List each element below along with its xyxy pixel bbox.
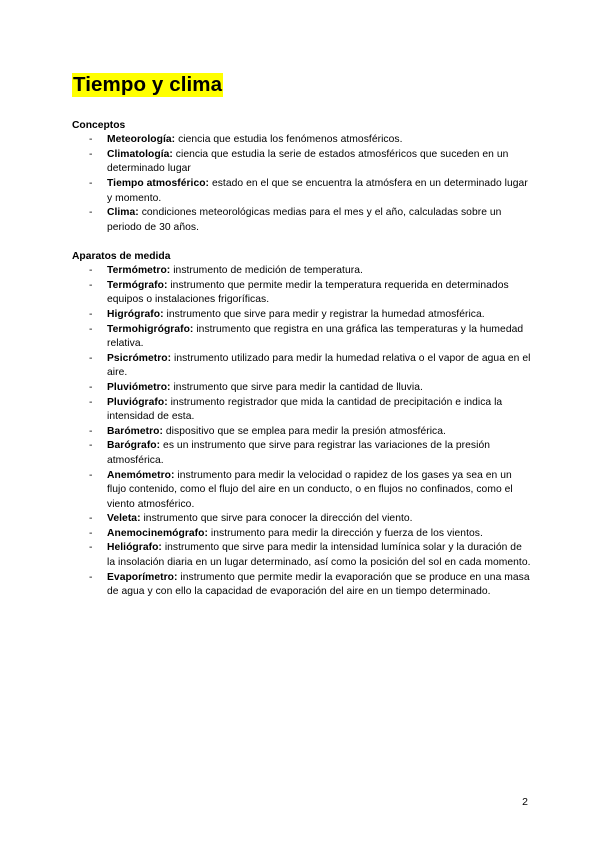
bullet-dash: -: [89, 425, 93, 437]
list-item: [72, 177, 532, 206]
bullet-dash: -: [89, 265, 93, 277]
definition-text: condiciones meteorológicas medias para el mes y el año, calculadas sobre un periodo de 30 años.: [107, 207, 502, 233]
definition-text: dispositivo que se emplea para medir la presión atmosférica.: [163, 425, 446, 437]
bullet-dash: -: [89, 527, 93, 539]
section-conceptos: [72, 119, 532, 235]
list-item: [72, 396, 532, 425]
definition-term: Veleta:: [107, 513, 141, 525]
bullet-dash: -: [89, 207, 93, 219]
definition-term: Clima:: [107, 207, 139, 219]
definition-term: Meteorología:: [107, 134, 176, 146]
concept-list: [72, 133, 532, 235]
list-item: [72, 308, 532, 323]
list-item: [72, 279, 532, 308]
bullet-dash: -: [89, 469, 93, 481]
list-item: [72, 352, 532, 381]
definition-text: instrumento que sirve para medir y registrar la humedad atmosférica.: [163, 308, 485, 320]
definition-text: instrumento que permite medir la temperatura requerida en determinados equipos o instalaciones frigoríficas.: [107, 279, 509, 306]
definition-term: Heliógrafo:: [107, 542, 162, 554]
definition-text: instrumento que sirve para conocer la dirección del viento.: [140, 513, 413, 525]
bullet-dash: -: [89, 134, 93, 146]
definition-text: instrumento para medir la velocidad o rapidez de los gases ya sea en un flujo contenido, como el flujo del aire en un conducto, o en flujos no confinados, como el viento atmosférico.: [107, 469, 513, 510]
list-item: [72, 512, 532, 527]
definition-term: Anemocinemógrafo:: [107, 527, 208, 539]
definition-text: instrumento registrador que mida la cantidad de precipitación e indica la intensidad de esta.: [107, 396, 503, 423]
list-item: [72, 527, 532, 542]
definition-text: ciencia que estudia los fenómenos atmosféricos.: [175, 134, 403, 146]
list-item: [72, 469, 532, 513]
definition-term: Termómetro:: [107, 265, 171, 277]
list-item: [72, 439, 532, 468]
definition-text: instrumento que sirve para medir la intensidad lumínica solar y la duración de la insolación diaria en un lugar determinado, así como la posición del sol en cada momento.: [107, 542, 531, 569]
instrument-list: [72, 264, 532, 600]
bullet-dash: -: [89, 571, 93, 583]
section-heading: Conceptos: [72, 120, 126, 131]
definition-term: Barómetro:: [107, 425, 163, 437]
definition-term: Climatología:: [107, 148, 173, 160]
list-item: [72, 571, 532, 600]
definition-term: Termohigrógrafo:: [107, 323, 194, 335]
definition-term: Evaporímetro:: [107, 571, 178, 583]
list-item: [72, 264, 532, 279]
definition-term: Barógrafo:: [107, 440, 161, 452]
list-item: [72, 206, 532, 235]
list-item: [72, 148, 532, 177]
definition-term: Anemómetro:: [107, 469, 175, 481]
bullet-dash: -: [89, 323, 93, 335]
bullet-dash: -: [89, 396, 93, 408]
page-number: 2: [522, 796, 528, 808]
definition-text: estado en el que se encuentra la atmósfera en un determinado lugar y momento.: [107, 177, 528, 204]
definition-text: instrumento de medición de temperatura.: [170, 265, 363, 277]
bullet-dash: -: [89, 440, 93, 452]
definition-term: Psicrómetro:: [107, 352, 172, 364]
definition-term: Pluviógrafo:: [107, 396, 168, 408]
page-title: Tiempo y clima: [73, 73, 223, 96]
definition-term: Higrógrafo:: [107, 308, 164, 320]
section-heading: Aparatos de medida: [72, 251, 171, 262]
bullet-dash: -: [89, 279, 93, 291]
definition-text: instrumento utilizado para medir la humedad relativa o el vapor de agua en el aire.: [107, 352, 531, 379]
list-item: [72, 381, 532, 396]
list-item: [72, 541, 532, 570]
definition-text: es un instrumento que sirve para registrar las variaciones de la presión atmosférica.: [107, 440, 491, 466]
bullet-dash: -: [89, 148, 93, 160]
definition-text: instrumento que permite medir la evaporación que se produce en una masa de agua y con ello la capacidad de evaporación del aire en un tiempo determinado.: [107, 571, 530, 598]
definition-text: instrumento que registra en una gráfica las temperaturas y la humedad relativa.: [107, 323, 524, 350]
definition-text: instrumento para medir la dirección y fuerza de los vientos.: [207, 527, 483, 539]
bullet-dash: -: [89, 513, 93, 525]
section-aparatos: [72, 250, 532, 600]
definition-term: Tiempo atmosférico:: [107, 177, 210, 189]
bullet-dash: -: [89, 542, 93, 554]
list-item: [72, 323, 532, 352]
bullet-dash: -: [89, 352, 93, 364]
list-item: [72, 425, 532, 440]
bullet-dash: -: [89, 381, 93, 393]
definition-term: Pluviómetro:: [107, 381, 171, 393]
bullet-dash: -: [89, 308, 93, 320]
definition-term: Termógrafo:: [107, 279, 168, 291]
definition-text: instrumento que sirve para medir la cantidad de lluvia.: [170, 381, 423, 393]
definition-text: ciencia que estudia la serie de estados atmosféricos que suceden en un determinado lugar: [107, 148, 509, 175]
list-item: [72, 133, 532, 148]
bullet-dash: -: [89, 177, 93, 189]
